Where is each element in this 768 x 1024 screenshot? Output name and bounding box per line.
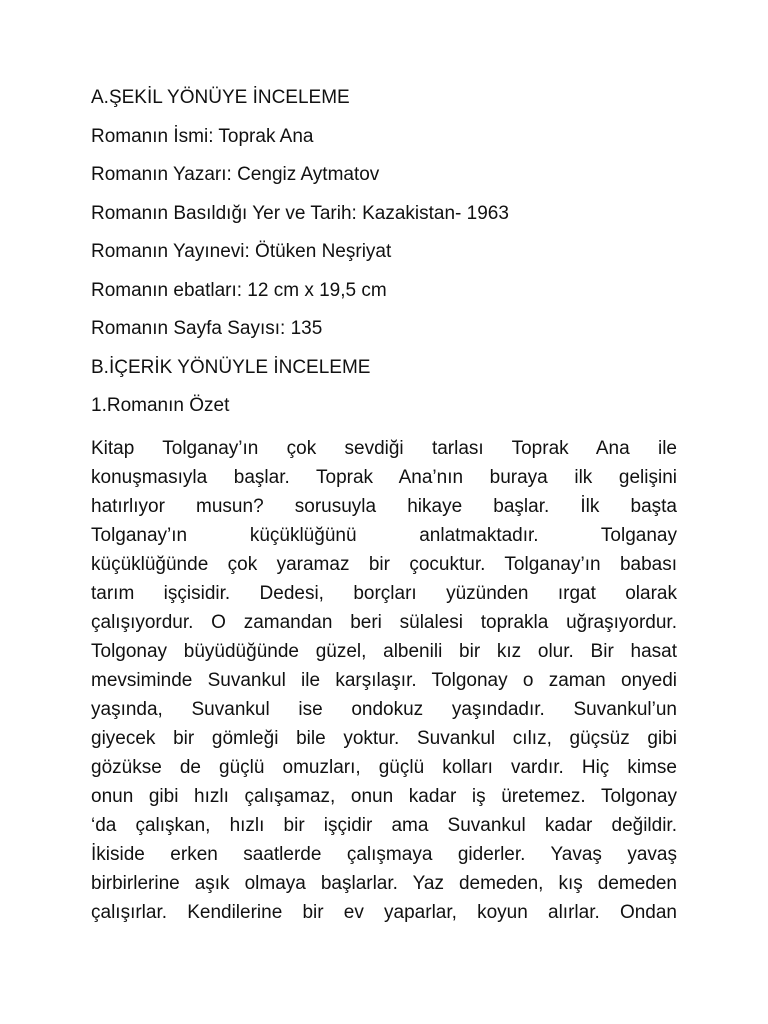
section-heading-content: B.İÇERİK YÖNÜYLE İNCELEME [91,356,371,378]
paragraph-line: küçüklüğünde çok yaramaz bir çocuktur. Tolganay’ın babası [91,553,677,575]
paragraph-line: giyecek bir gömleği bile yoktur. Suvankul cılız, güçsüz gibi [91,727,677,749]
summary-paragraph [91,433,677,927]
paragraph-line: ‘da çalışkan, hızlı bir işçidir ama Suvankul kadar değildir. [91,814,677,836]
novel-author-line: Romanın Yazarı: Cengiz Aytmatov [91,164,380,185]
dimensions-line: Romanın ebatları: 12 cm x 19,5 cm [91,279,387,301]
paragraph-line: Kitap Tolganay’ın çok sevdiği tarlası Toprak Ana ile [91,437,677,459]
paragraph-line: İkiside erken saatlerde çalışmaya giderler. Yavaş yavaş [91,843,677,865]
paragraph-line: Tolgonay büyüdüğünde güzel, albenili bir kız olur. Bir hasat [91,640,677,662]
novel-title-line: Romanın İsmi: Toprak Ana [91,125,314,147]
paragraph-line: gözükse de güçlü omuzları, güçlü kolları vardır. Hiç kimse [91,756,677,778]
paragraph-line: hatırlıyor musun? sorusuyla hikaye başlar. İlk başta [91,495,677,517]
paragraph-line: birbirlerine aşık olmaya başlarlar. Yaz demeden, kış demeden [91,872,677,894]
paragraph-line: çalışırlar. Kendilerine bir ev yaparlar, koyun alırlar. Ondan [91,901,677,923]
page-count-line: Romanın Sayfa Sayısı: 135 [91,318,323,339]
section-heading-form: A.ŞEKİL YÖNÜYE İNCELEME [91,87,350,108]
paragraph-line: konuşmasıyla başlar. Toprak Ana’nın buraya ilk gelişini [91,466,677,488]
document-page [91,86,677,927]
paragraph-line: Tolganay’ın küçüklüğünü anlatmaktadır. Tolganay [91,524,677,546]
paragraph-line: mevsiminde Suvankul ile karşılaşır. Tolgonay o zaman onyedi [91,669,677,691]
publication-place-date-line: Romanın Basıldığı Yer ve Tarih: Kazakistan- 1963 [91,202,509,224]
publisher-line: Romanın Yayınevi: Ötüken Neşriyat [91,241,392,262]
paragraph-line: yaşında, Suvankul ise ondokuz yaşındadır. Suvankul’un [91,698,677,720]
summary-heading: 1.Romanın Özet [91,395,230,416]
paragraph-line: onun gibi hızlı çalışamaz, onun kadar iş üretemez. Tolgonay [91,785,677,807]
paragraph-line: çalışıyordur. O zamandan beri sülalesi toprakla uğraşıyordur. [91,611,677,633]
paragraph-line: tarım işçisidir. Dedesi, borçları yüzünden ırgat olarak [91,582,677,604]
